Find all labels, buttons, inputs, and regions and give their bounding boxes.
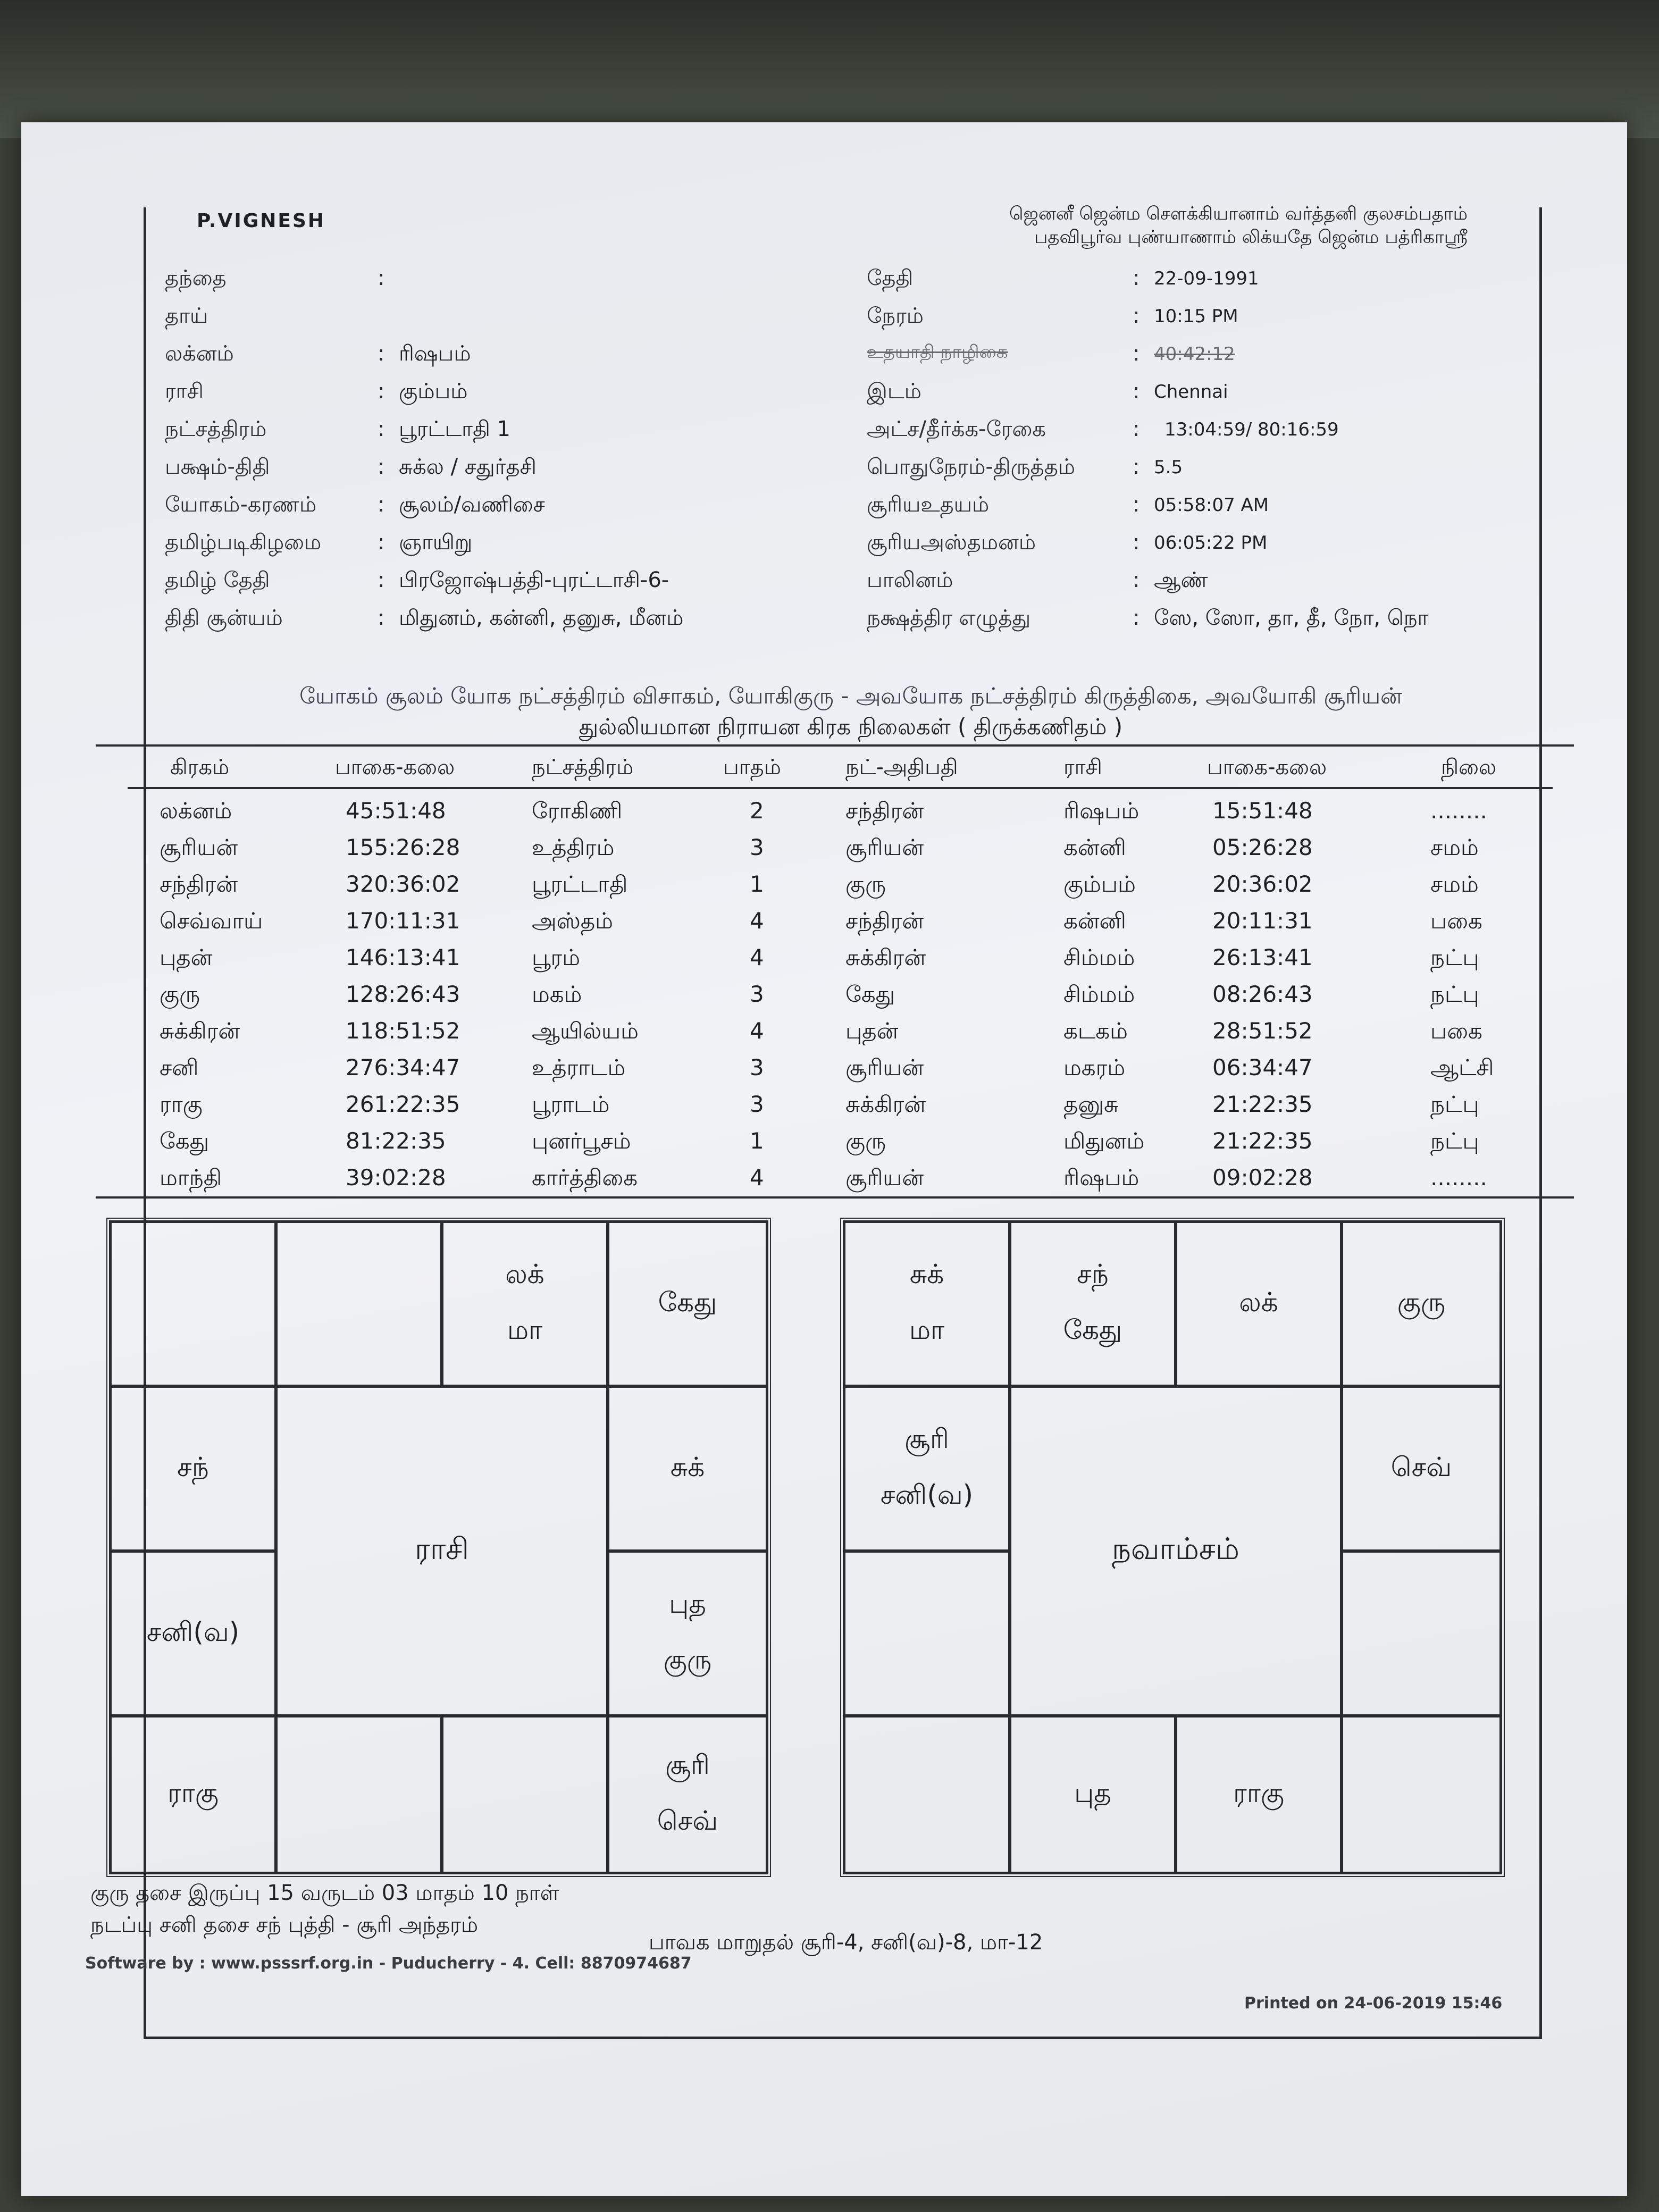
table-row — [128, 1161, 1553, 1198]
navamsa-house-rishabam — [1176, 1221, 1342, 1386]
info-row: தமிழ் தேதி : பிரஜோஷ்பத்தி-புரட்டாசி-6- — [165, 568, 830, 606]
info-value: சுக்ல / சதுர்தசி — [399, 455, 537, 479]
planet-label: மா — [909, 1314, 945, 1345]
planet-label: குரு — [663, 1644, 712, 1675]
info-label: இடம் — [867, 379, 921, 404]
info-value: ரிஷபம் — [399, 341, 471, 366]
sloka-line-2: பதவிபூர்வ புண்யாணாம் லிக்யதே ஜென்ம பத்ரிகாஶ்ரீ — [1034, 227, 1468, 248]
table-cell: சூரியன் — [845, 1164, 924, 1191]
info-row — [165, 304, 830, 341]
info-label: தாய் — [165, 304, 208, 328]
table-cell: 20:11:31 — [1212, 908, 1313, 934]
table-cell: சிம்மம் — [1063, 981, 1135, 1007]
table-cell: 3 — [750, 1054, 764, 1080]
table-cell: குரு — [160, 981, 200, 1007]
table-row — [128, 941, 1553, 978]
table-row — [128, 904, 1553, 941]
table-cell: சுக்கிரன் — [845, 944, 926, 970]
right-info-block — [867, 266, 1515, 643]
rasi-chart — [106, 1218, 771, 1877]
info-value: 22-09-1991 — [1154, 268, 1259, 289]
table-title: துல்லியமான நிராயன கிரக நிலைகள் ( திருக்கணிதம் ) — [579, 714, 1123, 740]
info-row: தேதி : 22-09-1991 — [867, 266, 1515, 304]
table-cell: 06:34:47 — [1212, 1054, 1313, 1080]
left-info-block — [165, 266, 830, 643]
info-label: தமிழ்படிகிழமை — [165, 530, 322, 555]
table-cell: 08:26:43 — [1212, 981, 1313, 1007]
planet-label: ராகு — [167, 1777, 219, 1808]
info-value: 05:58:07 AM — [1154, 495, 1269, 516]
info-row: அட்ச/தீர்க்க-ரேகை : 13:04:59/ 80:16:59 — [867, 417, 1515, 455]
table-cell: ரிஷபம் — [1063, 798, 1139, 824]
info-label: தந்தை — [165, 266, 227, 290]
planet-label: கேது — [1063, 1314, 1122, 1345]
planet-table — [128, 750, 1553, 1198]
info-label: தமிழ் தேதி — [165, 568, 270, 592]
table-cell: குரு — [845, 871, 886, 897]
info-label: நேரம் — [867, 304, 924, 328]
bhava-change: பாவக மாறுதல் சூரி-4, சனி(வ)-8, மா-12 — [649, 1930, 1043, 1955]
navamsa-chart — [840, 1218, 1505, 1877]
table-cell: தனுசு — [1063, 1091, 1119, 1117]
yoga-line: யோகம் சூலம் யோக நட்சத்திரம் விசாகம், யோகிகுரு - அவயோக நட்சத்திரம் கிருத்திகை, அவயோகி சூரியன் — [299, 683, 1402, 709]
table-cell: சந்திரன் — [845, 798, 924, 824]
rasi-house-kumbam-top — [110, 1386, 276, 1551]
table-cell: ஆட்சி — [1430, 1054, 1494, 1080]
info-value: 06:05:22 PM — [1154, 532, 1268, 554]
info-row: சூரியஉதயம் : 05:58:07 AM — [867, 492, 1515, 530]
sloka — [861, 202, 1468, 249]
navamsa-house-meenam — [844, 1221, 1010, 1386]
rasi-house-makaram-left — [110, 1551, 276, 1716]
table-cell: சமம் — [1430, 871, 1479, 897]
table-cell: கன்னி — [1063, 908, 1126, 934]
info-value: 10:15 PM — [1154, 306, 1238, 327]
table-cell: செவ்வாய் — [160, 908, 263, 934]
info-row: தந்தை : — [165, 266, 830, 304]
table-cell: புனர்பூசம் — [532, 1128, 631, 1154]
info-value: பூரட்டாதி 1 — [399, 417, 510, 441]
table-row — [128, 831, 1553, 868]
table-cell: மகரம் — [1063, 1054, 1126, 1080]
table-cell: நட்பு — [1430, 944, 1479, 970]
navamsa-house-kumbam — [844, 1386, 1010, 1551]
info-row: லக்னம் : ரிஷபம் — [165, 341, 830, 379]
info-label: லக்னம் — [165, 341, 234, 366]
navamsa-center — [1010, 1386, 1342, 1716]
sloka-line-1: ஜெனனீ ஜென்ம சௌக்கியானாம் வர்த்தனி குலசம்பதாம் — [1009, 203, 1468, 224]
table-cell: 4 — [750, 908, 764, 934]
rasi-house-viruchigam — [442, 1716, 608, 1873]
table-row — [128, 794, 1553, 831]
table-cell: 3 — [750, 1091, 764, 1117]
rasi-house-dhanusu — [276, 1716, 442, 1873]
table-cell: பூராடம் — [532, 1091, 610, 1117]
table-cell: 4 — [750, 1164, 764, 1191]
table-cell: ரோகிணி — [532, 798, 623, 824]
navamsa-house-thulam — [1176, 1716, 1342, 1873]
info-value: கும்பம் — [399, 379, 468, 404]
planet-label: ராகு — [1233, 1777, 1285, 1808]
chart-center-label: ராசி — [414, 1532, 470, 1566]
planet-label: செவ் — [1390, 1451, 1452, 1482]
yoga-summary — [160, 681, 1542, 742]
navamsa-house-kanni — [1342, 1716, 1501, 1873]
table-cell: சுக்கிரன் — [160, 1018, 240, 1044]
table-cell: 28:51:52 — [1212, 1018, 1313, 1044]
table-cell: 09:02:28 — [1212, 1164, 1313, 1191]
table-cell: கடகம் — [1063, 1018, 1128, 1044]
table-cell: 26:13:41 — [1212, 944, 1313, 970]
table-cell: கும்பம் — [1063, 871, 1136, 897]
info-value: ஆண் — [1154, 568, 1208, 592]
table-cell: ராகு — [160, 1091, 203, 1117]
info-row: நேரம் : 10:15 PM — [867, 304, 1515, 341]
rasi-house-meenam — [110, 1221, 276, 1386]
navamsa-house-mesham — [1010, 1221, 1176, 1386]
info-row: தமிழ்படிகிழமை : ஞாயிறு — [165, 530, 830, 568]
navamsa-house-simmam — [1342, 1551, 1501, 1716]
table-cell: சூரியன் — [160, 834, 238, 860]
table-cell: 05:26:28 — [1212, 834, 1313, 860]
column-header: பாகை-கலை — [335, 755, 455, 780]
info-value: 13:04:59/ 80:16:59 — [1164, 419, 1339, 440]
info-label: பாலினம் — [867, 568, 953, 592]
planet-label: குரு — [1397, 1286, 1446, 1318]
info-value: 5.5 — [1154, 457, 1183, 478]
info-label: அட்ச/தீர்க்க-ரேகை — [867, 417, 1046, 441]
planet-label: மா — [507, 1314, 543, 1345]
info-row: திதி சூன்யம் : மிதுனம், கன்னி, தனுசு, மீனம் — [165, 606, 830, 643]
info-row: பக்ஷம்-திதி : சுக்ல / சதுர்தசி — [165, 455, 830, 492]
table-cell: 39:02:28 — [346, 1164, 446, 1191]
divider — [96, 1196, 1574, 1199]
software-credit: Software by : www.psssrf.org.in - Puducherry - 4. Cell: 8870974687 — [85, 1954, 692, 1973]
planet-label: சந் — [1077, 1259, 1109, 1289]
navamsa-house-mithunam — [1342, 1221, 1501, 1386]
info-row: உதயாதி நாழிகை : 40:42:12 — [867, 341, 1235, 366]
table-cell: சமம் — [1430, 834, 1479, 860]
planet-label: சுக் — [670, 1451, 705, 1482]
info-label: சூரியஉதயம் — [867, 492, 990, 517]
info-row: ராசி : கும்பம் — [165, 379, 830, 417]
divider — [96, 744, 1574, 747]
info-value: Chennai — [1154, 381, 1228, 403]
table-cell: 170:11:31 — [346, 908, 460, 934]
info-label: திதி சூன்யம் — [165, 606, 283, 630]
table-row — [128, 1088, 1553, 1125]
table-cell: 118:51:52 — [346, 1018, 460, 1044]
table-cell: சந்திரன் — [160, 871, 238, 897]
table-cell: 81:22:35 — [346, 1128, 446, 1154]
info-label: ராசி — [165, 379, 204, 404]
info-label: நட்சத்திரம் — [165, 417, 267, 441]
table-row — [128, 1125, 1553, 1161]
column-header: நட்-அதிபதி — [845, 755, 958, 780]
table-cell: சிம்மம் — [1063, 944, 1135, 970]
planet-label: புத — [1074, 1777, 1111, 1808]
current-dasa: நடப்பு சனி தசை சந் புத்தி - சூரி அந்தரம் — [90, 1913, 479, 1937]
header-divider — [128, 787, 1553, 789]
planet-label: சுக் — [909, 1259, 944, 1289]
table-cell: பகை — [1430, 1018, 1482, 1044]
dasa-balance: குரு தசை இருப்பு 15 வருடம் 03 மாதம் 10 நாள் — [90, 1881, 559, 1905]
table-cell: கார்த்திகை — [532, 1164, 638, 1191]
info-label: யோகம்-கரணம் — [165, 492, 317, 517]
table-cell: சுக்கிரன் — [845, 1091, 926, 1117]
table-cell: 4 — [750, 944, 764, 970]
table-cell: சூரியன் — [845, 1054, 924, 1080]
table-cell: ........ — [1430, 1164, 1487, 1191]
table-cell: 1 — [750, 871, 764, 897]
table-cell: பகை — [1430, 908, 1482, 934]
chart-center-label: நவாம்சம் — [1112, 1532, 1239, 1566]
table-body — [128, 794, 1553, 1198]
info-row: பாலினம் : ஆண் — [867, 568, 1515, 606]
table-row — [128, 868, 1553, 904]
table-cell: மகம் — [532, 981, 582, 1007]
column-header: பாதம் — [723, 755, 781, 780]
table-cell: 45:51:48 — [346, 798, 446, 824]
table-row — [128, 1051, 1553, 1088]
planet-label: சந் — [177, 1451, 209, 1482]
table-cell: ........ — [1430, 798, 1487, 824]
planet-label: சனி(வ) — [880, 1479, 974, 1510]
table-cell: சனி — [160, 1054, 199, 1080]
navamsa-house-kadagam — [1342, 1386, 1501, 1551]
rasi-house-mithunam — [608, 1221, 767, 1386]
info-row: இடம் : Chennai — [867, 379, 1515, 417]
navamsa-house-viruchigam — [1010, 1716, 1176, 1873]
table-cell: கன்னி — [1063, 834, 1126, 860]
navamsa-house-makaram — [844, 1551, 1010, 1716]
table-cell: 276:34:47 — [346, 1054, 460, 1080]
table-cell: 3 — [750, 834, 764, 860]
horoscope-sheet — [21, 122, 1627, 2196]
planet-label: லக் — [1239, 1286, 1278, 1318]
table-cell: 3 — [750, 981, 764, 1007]
rasi-house-kadagam — [608, 1386, 767, 1551]
rasi-house-kanni — [608, 1716, 767, 1873]
table-cell: கேது — [845, 981, 895, 1007]
table-cell: நட்பு — [1430, 1128, 1479, 1154]
table-cell: 320:36:02 — [346, 871, 460, 897]
info-label: சூரியஅஸ்தமனம் — [867, 530, 1036, 555]
planet-label: புத — [669, 1588, 706, 1619]
table-cell: லக்னம் — [160, 798, 232, 824]
info-value: ஸே, ஸோ, தா, தீ, நோ, நொ — [1154, 606, 1429, 630]
person-name: P.VIGNESH — [197, 210, 326, 232]
printed-date: Printed on 24-06-2019 15:46 — [1244, 1994, 1503, 2013]
planet-label: சனி(வ) — [146, 1616, 240, 1647]
table-cell: சூரியன் — [845, 834, 924, 860]
info-value: மிதுனம், கன்னி, தனுசு, மீனம் — [399, 606, 684, 630]
table-cell: 21:22:35 — [1212, 1091, 1313, 1117]
rasi-house-rishabam — [442, 1221, 608, 1386]
rasi-center — [276, 1386, 608, 1716]
table-cell: புதன் — [160, 944, 213, 970]
background-top — [0, 0, 1659, 138]
rasi-house-simmam — [608, 1551, 767, 1716]
info-label: பக்ஷம்-திதி — [165, 455, 270, 479]
table-cell: பூரம் — [532, 944, 581, 970]
table-cell: நட்பு — [1430, 981, 1479, 1007]
table-cell: உத்ராடம் — [532, 1054, 626, 1080]
column-header: நிலை — [1441, 755, 1497, 780]
table-row — [128, 978, 1553, 1015]
navamsa-house-dhanusu — [844, 1716, 1010, 1873]
info-row: பொதுநேரம்-திருத்தம் : 5.5 — [867, 455, 1515, 492]
table-cell: ஆயில்யம் — [532, 1018, 639, 1044]
column-header: கிரகம் — [170, 755, 230, 780]
info-row: யோகம்-கரணம் : சூலம்/வணிசை — [165, 492, 830, 530]
info-value: சூலம்/வணிசை — [399, 492, 545, 517]
column-header: ராசி — [1063, 755, 1102, 780]
table-cell: 2 — [750, 798, 764, 824]
info-label: உதயாதி நாழிகை — [867, 341, 1008, 363]
info-value: 40:42:12 — [1154, 343, 1235, 365]
planet-label: சூரி — [904, 1423, 949, 1454]
info-value: ஞாயிறு — [399, 530, 473, 555]
info-label: பொதுநேரம்-திருத்தம் — [867, 455, 1075, 479]
table-header-row — [128, 750, 1553, 787]
table-cell: அஸ்தம் — [532, 908, 613, 934]
table-cell: கேது — [160, 1128, 210, 1154]
table-row — [128, 1015, 1553, 1051]
column-header: நட்சத்திரம் — [532, 755, 634, 780]
rasi-house-mesham — [276, 1221, 442, 1386]
info-row: நட்சத்திரம் : பூரட்டாதி 1 — [165, 417, 830, 455]
table-cell: 21:22:35 — [1212, 1128, 1313, 1154]
planet-label: செவ் — [657, 1805, 718, 1836]
planet-label: சூரி — [665, 1749, 710, 1780]
info-label: நக்ஷத்திர எழுத்து — [867, 606, 1031, 630]
table-cell: 261:22:35 — [346, 1091, 460, 1117]
table-cell: 155:26:28 — [346, 834, 460, 860]
table-cell: மாந்தி — [160, 1164, 222, 1191]
planet-label: கேது — [658, 1286, 717, 1318]
planet-label: லக் — [505, 1259, 544, 1289]
rasi-house-makaram — [110, 1716, 276, 1873]
table-cell: புதன் — [845, 1018, 899, 1044]
table-cell: 146:13:41 — [346, 944, 460, 970]
table-cell: 4 — [750, 1018, 764, 1044]
column-header: பாகை-கலை — [1207, 755, 1327, 780]
table-cell: 1 — [750, 1128, 764, 1154]
info-value: பிரஜோஷ்பத்தி-புரட்டாசி-6- — [399, 568, 669, 592]
table-cell: 20:36:02 — [1212, 871, 1313, 897]
info-row: சூரியஅஸ்தமனம் : 06:05:22 PM — [867, 530, 1515, 568]
table-cell: பூரட்டாதி — [532, 871, 628, 897]
table-cell: 15:51:48 — [1212, 798, 1313, 824]
table-cell: ரிஷபம் — [1063, 1164, 1139, 1191]
info-row: நக்ஷத்திர எழுத்து : ஸே, ஸோ, தா, தீ, நோ, நொ — [867, 606, 1515, 643]
table-cell: மிதுனம் — [1063, 1128, 1145, 1154]
table-cell: குரு — [845, 1128, 886, 1154]
table-cell: உத்திரம் — [532, 834, 615, 860]
info-label: தேதி — [867, 266, 914, 290]
table-cell: 128:26:43 — [346, 981, 460, 1007]
table-cell: நட்பு — [1430, 1091, 1479, 1117]
table-cell: சந்திரன் — [845, 908, 924, 934]
